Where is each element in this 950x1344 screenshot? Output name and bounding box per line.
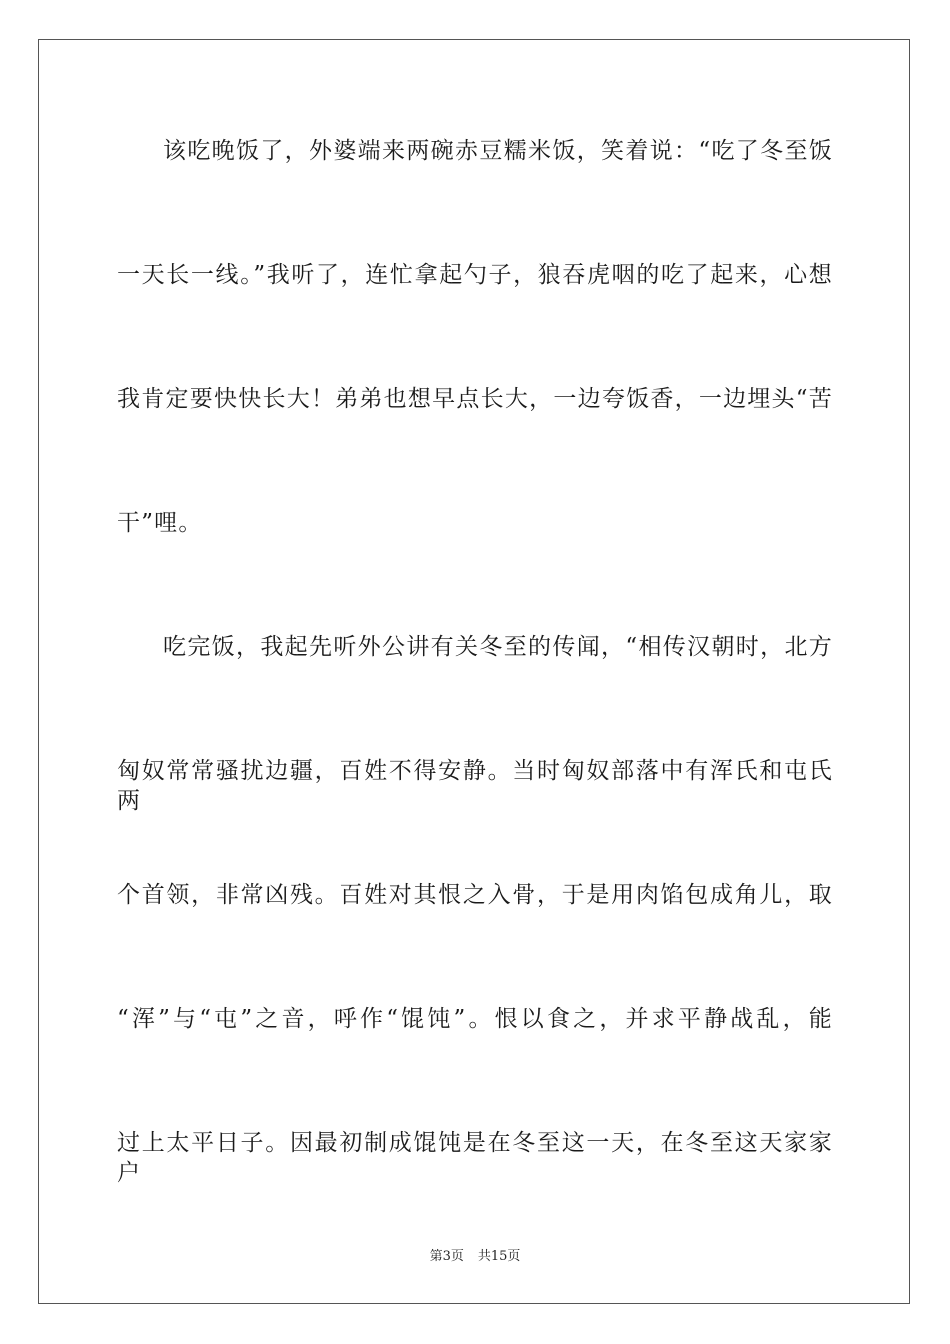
page-border	[38, 39, 910, 1304]
text-line-3: 我肯定要快快长大！弟弟也想早点长大，一边夸饭香，一边埋头“苦	[117, 386, 833, 412]
text-line-2: 一天长一线。”我听了，连忙拿起勺子，狼吞虎咽的吃了起来，心想	[117, 262, 833, 288]
text-line-6: 匈奴常常骚扰边疆，百姓不得安静。当时匈奴部落中有浑氏和屯氏两	[117, 758, 833, 814]
text-line-1: 该吃晚饭了，外婆端来两碗赤豆糯米饭，笑着说：“吃了冬至饭	[163, 138, 833, 164]
text-line-9: 过上太平日子。因最初制成馄饨是在冬至这一天，在冬至这天家家户	[117, 1130, 833, 1186]
text-line-7: 个首领，非常凶残。百姓对其恨之入骨，于是用肉馅包成角儿，取	[117, 882, 833, 908]
page-total: 共15页	[477, 1249, 521, 1264]
page-footer	[0, 1248, 950, 1266]
text-line-5: 吃完饭，我起先听外公讲有关冬至的传闻，“相传汉朝时，北方	[163, 634, 833, 660]
page-number: 第3页	[429, 1249, 464, 1264]
text-line-8: “浑”与“屯”之音，呼作“馄饨”。恨以食之，并求平静战乱，能	[117, 1006, 833, 1032]
text-line-4: 干”哩。	[117, 510, 203, 536]
